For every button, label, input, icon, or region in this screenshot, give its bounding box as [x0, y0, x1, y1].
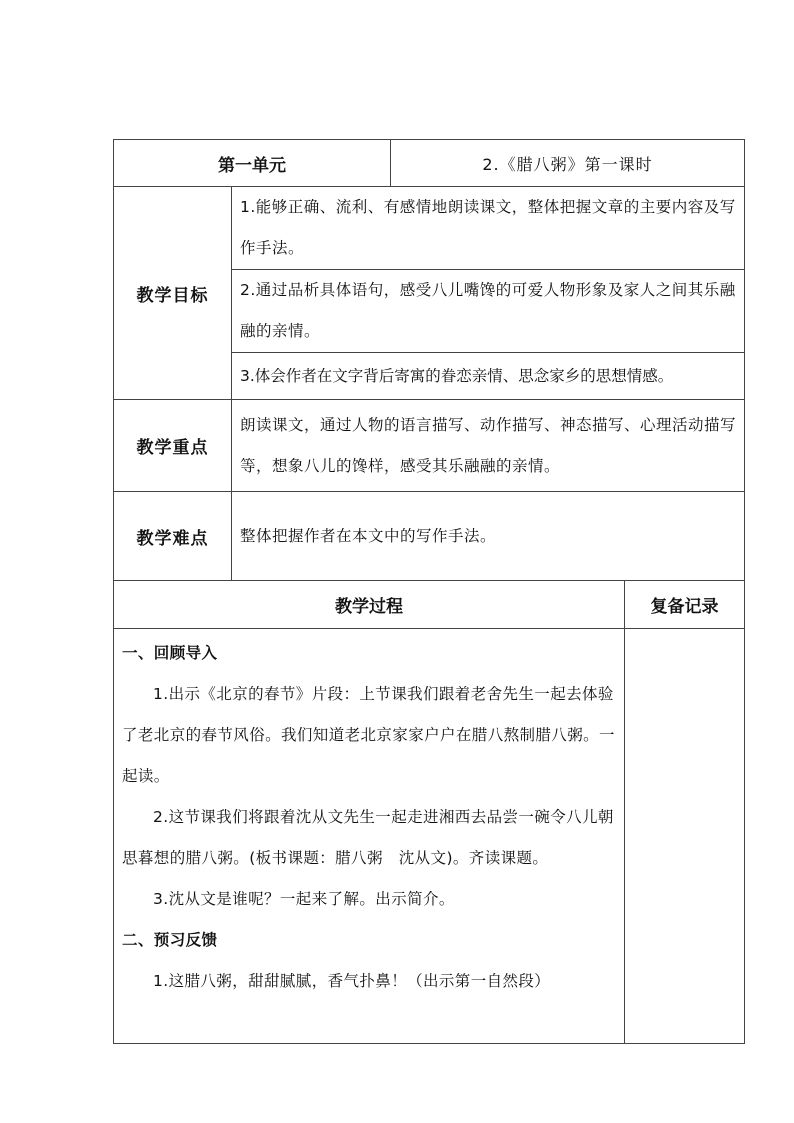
- objectives-label: 教学目标: [114, 187, 232, 400]
- lesson-plan-table: [113, 139, 745, 1044]
- header-row: [114, 140, 745, 187]
- objective-item-2: 2.通过品析具体语句，感受八儿嘴馋的可爱人物形象及家人之间其乐融融的亲情。: [232, 270, 745, 353]
- objective-item-3: 3.体会作者在文字背后寄寓的眷恋亲情、思念家乡的思想情感。: [232, 353, 745, 400]
- section-review-intro: 一、回顾导入: [122, 644, 218, 662]
- process-label: 教学过程: [114, 581, 625, 629]
- unit-title: 第一单元: [114, 140, 391, 187]
- key-points-text: 朗读课文，通过人物的语言描写、动作描写、神态描写、心理活动描写等，想象八儿的馋样，感受其乐融融的亲情。: [232, 400, 745, 492]
- notes-cell: [625, 629, 745, 1044]
- lesson-title: 2.《腊八粥》第一课时: [391, 140, 745, 187]
- difficulties-row: [114, 492, 745, 581]
- lesson-plan-sheet: [113, 139, 744, 1045]
- process-paragraph: 1.这腊八粥，甜甜腻腻，香气扑鼻！（出示第一自然段）: [153, 972, 551, 990]
- objective-item-1: 1.能够正确、流利、有感情地朗读课文，整体把握文章的主要内容及写作手法。: [232, 187, 745, 270]
- process-paragraph: 2.这节课我们将跟着沈从文先生一起走进湘西去品尝一碗令八儿朝思暮想的腊八粥。(板书课题：腊八粥 沈从文)。齐读课题。: [122, 808, 614, 867]
- process-body-row: [114, 629, 745, 1044]
- process-content: [114, 629, 625, 1044]
- difficulties-text: 整体把握作者在本文中的写作手法。: [232, 492, 745, 581]
- process-header-row: [114, 581, 745, 629]
- process-paragraph: 1.出示《北京的春节》片段：上节课我们跟着老舍先生一起去体验了老北京的春节风俗。我们知道老北京家家户户在腊八熬制腊八粥。一起读。: [122, 685, 615, 785]
- key-points-label: 教学重点: [114, 400, 232, 492]
- objective-row-1: [114, 187, 745, 270]
- key-points-row: [114, 400, 745, 492]
- difficulties-label: 教学难点: [114, 492, 232, 581]
- notes-label: 复备记录: [625, 581, 745, 629]
- section-preview-feedback: 二、预习反馈: [122, 931, 218, 949]
- process-paragraph: 3.沈从文是谁呢？一起来了解。出示简介。: [153, 890, 455, 908]
